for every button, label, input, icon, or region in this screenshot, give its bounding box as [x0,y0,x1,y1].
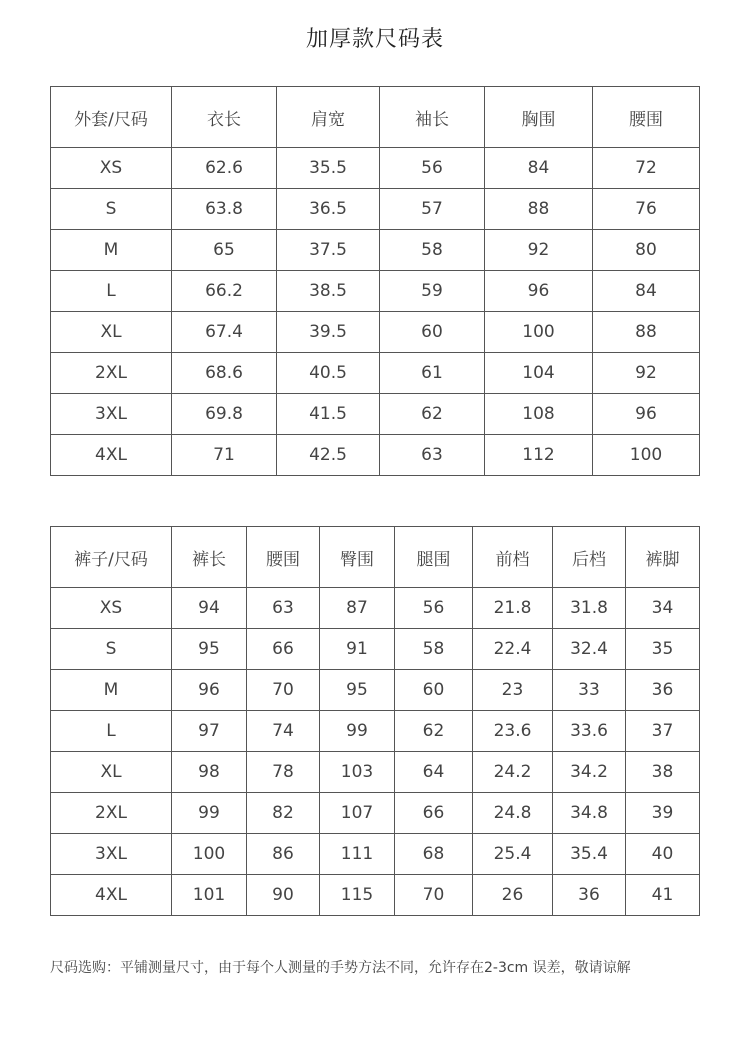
measurement-cell: 80 [593,230,700,271]
measurement-cell: 34.8 [553,793,626,834]
measurement-cell: 96 [172,670,247,711]
table-header-row [51,527,700,588]
measurement-cell: 23 [473,670,553,711]
measurement-cell: 25.4 [473,834,553,875]
measurement-cell: 63.8 [172,189,277,230]
measurement-cell: 68 [395,834,473,875]
measurement-cell: 88 [485,189,593,230]
measurement-cell: 97 [172,711,247,752]
measurement-cell: 90 [247,875,320,916]
measurement-cell: 31.8 [553,588,626,629]
column-header: 腰围 [593,87,700,148]
measurement-cell: 24.2 [473,752,553,793]
measurement-cell: 41 [626,875,700,916]
measurement-cell: 65 [172,230,277,271]
measurement-cell: 66 [395,793,473,834]
measurement-cell: 78 [247,752,320,793]
measurement-cell: 36 [553,875,626,916]
table-row [51,711,700,752]
measurement-cell: 61 [380,353,485,394]
measurement-cell: 38 [626,752,700,793]
measurement-cell: 33 [553,670,626,711]
table-row [51,752,700,793]
measurement-cell: 70 [395,875,473,916]
table-row [51,875,700,916]
table-row [51,189,700,230]
measurement-cell: 74 [247,711,320,752]
page-title: 加厚款尺码表 [305,27,444,52]
column-header: 袖长 [380,87,485,148]
measurement-cell: 36.5 [277,189,380,230]
jacket-size-table [50,86,700,476]
table-row [51,793,700,834]
table-row [51,588,700,629]
measurement-cell: 68.6 [172,353,277,394]
size-label-cell: 3XL [51,834,172,875]
table-row [51,834,700,875]
measurement-cell: 57 [380,189,485,230]
measurement-cell: 104 [485,353,593,394]
size-label-cell: M [51,670,172,711]
column-header: 衣长 [172,87,277,148]
measurement-cell: 99 [172,793,247,834]
column-header: 臀围 [320,527,395,588]
size-label-cell: L [51,271,172,312]
size-label-cell: XL [51,312,172,353]
measurement-cell: 100 [172,834,247,875]
measurement-cell: 100 [485,312,593,353]
measurement-cell: 108 [485,394,593,435]
measurement-cell: 99 [320,711,395,752]
measurement-cell: 112 [485,435,593,476]
measurement-cell: 76 [593,189,700,230]
measurement-cell: 34.2 [553,752,626,793]
measurement-cell: 40 [626,834,700,875]
measurement-cell: 92 [593,353,700,394]
measurement-cell: 101 [172,875,247,916]
size-label-cell: M [51,230,172,271]
measurement-cell: 60 [380,312,485,353]
measurement-cell: 26 [473,875,553,916]
measurement-cell: 59 [380,271,485,312]
measurement-cell: 66 [247,629,320,670]
measurement-cell: 42.5 [277,435,380,476]
measurement-cell: 92 [485,230,593,271]
measurement-cell: 71 [172,435,277,476]
table-row [51,435,700,476]
size-label-cell: 4XL [51,875,172,916]
size-label-cell: 2XL [51,353,172,394]
measurement-cell: 115 [320,875,395,916]
measurement-cell: 60 [395,670,473,711]
size-label-cell: XS [51,588,172,629]
measurement-cell: 56 [380,148,485,189]
measurement-cell: 23.6 [473,711,553,752]
measurement-cell: 39 [626,793,700,834]
measurement-cell: 34 [626,588,700,629]
measurement-cell: 84 [485,148,593,189]
footnote: 尺码选购：平铺测量尺寸，由于每个人测量的手势方法不同，允许存在2-3cm 误差，敬请谅解 [50,960,631,976]
column-header: 裤长 [172,527,247,588]
measurement-cell: 96 [593,394,700,435]
measurement-cell: 84 [593,271,700,312]
table-row [51,353,700,394]
table-row [51,230,700,271]
measurement-cell: 67.4 [172,312,277,353]
size-label-cell: 4XL [51,435,172,476]
column-header: 后档 [553,527,626,588]
column-header: 外套/尺码 [51,87,172,148]
measurement-cell: 62.6 [172,148,277,189]
table-row [51,148,700,189]
measurement-cell: 66.2 [172,271,277,312]
size-label-cell: XS [51,148,172,189]
measurement-cell: 87 [320,588,395,629]
table-row [51,629,700,670]
size-label-cell: 3XL [51,394,172,435]
measurement-cell: 35.5 [277,148,380,189]
measurement-cell: 64 [395,752,473,793]
measurement-cell: 22.4 [473,629,553,670]
column-header: 裤子/尺码 [51,527,172,588]
measurement-cell: 95 [320,670,395,711]
column-header: 前档 [473,527,553,588]
table-row [51,670,700,711]
measurement-cell: 69.8 [172,394,277,435]
measurement-cell: 98 [172,752,247,793]
size-label-cell: 2XL [51,793,172,834]
size-label-cell: S [51,629,172,670]
measurement-cell: 40.5 [277,353,380,394]
measurement-cell: 35 [626,629,700,670]
table-header-row [51,87,700,148]
measurement-cell: 96 [485,271,593,312]
measurement-cell: 37.5 [277,230,380,271]
size-label-cell: XL [51,752,172,793]
column-header: 腿围 [395,527,473,588]
column-header: 肩宽 [277,87,380,148]
measurement-cell: 36 [626,670,700,711]
measurement-cell: 100 [593,435,700,476]
measurement-cell: 41.5 [277,394,380,435]
measurement-cell: 37 [626,711,700,752]
measurement-cell: 91 [320,629,395,670]
measurement-cell: 33.6 [553,711,626,752]
measurement-cell: 62 [380,394,485,435]
measurement-cell: 58 [380,230,485,271]
measurement-cell: 94 [172,588,247,629]
measurement-cell: 21.8 [473,588,553,629]
table-row [51,394,700,435]
measurement-cell: 24.8 [473,793,553,834]
measurement-cell: 88 [593,312,700,353]
measurement-cell: 111 [320,834,395,875]
measurement-cell: 56 [395,588,473,629]
measurement-cell: 32.4 [553,629,626,670]
measurement-cell: 35.4 [553,834,626,875]
measurement-cell: 39.5 [277,312,380,353]
measurement-cell: 62 [395,711,473,752]
measurement-cell: 103 [320,752,395,793]
column-header: 腰围 [247,527,320,588]
measurement-cell: 86 [247,834,320,875]
size-label-cell: L [51,711,172,752]
size-label-cell: S [51,189,172,230]
measurement-cell: 107 [320,793,395,834]
measurement-cell: 70 [247,670,320,711]
table-row [51,271,700,312]
column-header: 胸围 [485,87,593,148]
measurement-cell: 58 [395,629,473,670]
measurement-cell: 82 [247,793,320,834]
table-row [51,312,700,353]
measurement-cell: 63 [380,435,485,476]
pants-size-table [50,526,700,916]
measurement-cell: 38.5 [277,271,380,312]
measurement-cell: 72 [593,148,700,189]
measurement-cell: 95 [172,629,247,670]
measurement-cell: 63 [247,588,320,629]
column-header: 裤脚 [626,527,700,588]
